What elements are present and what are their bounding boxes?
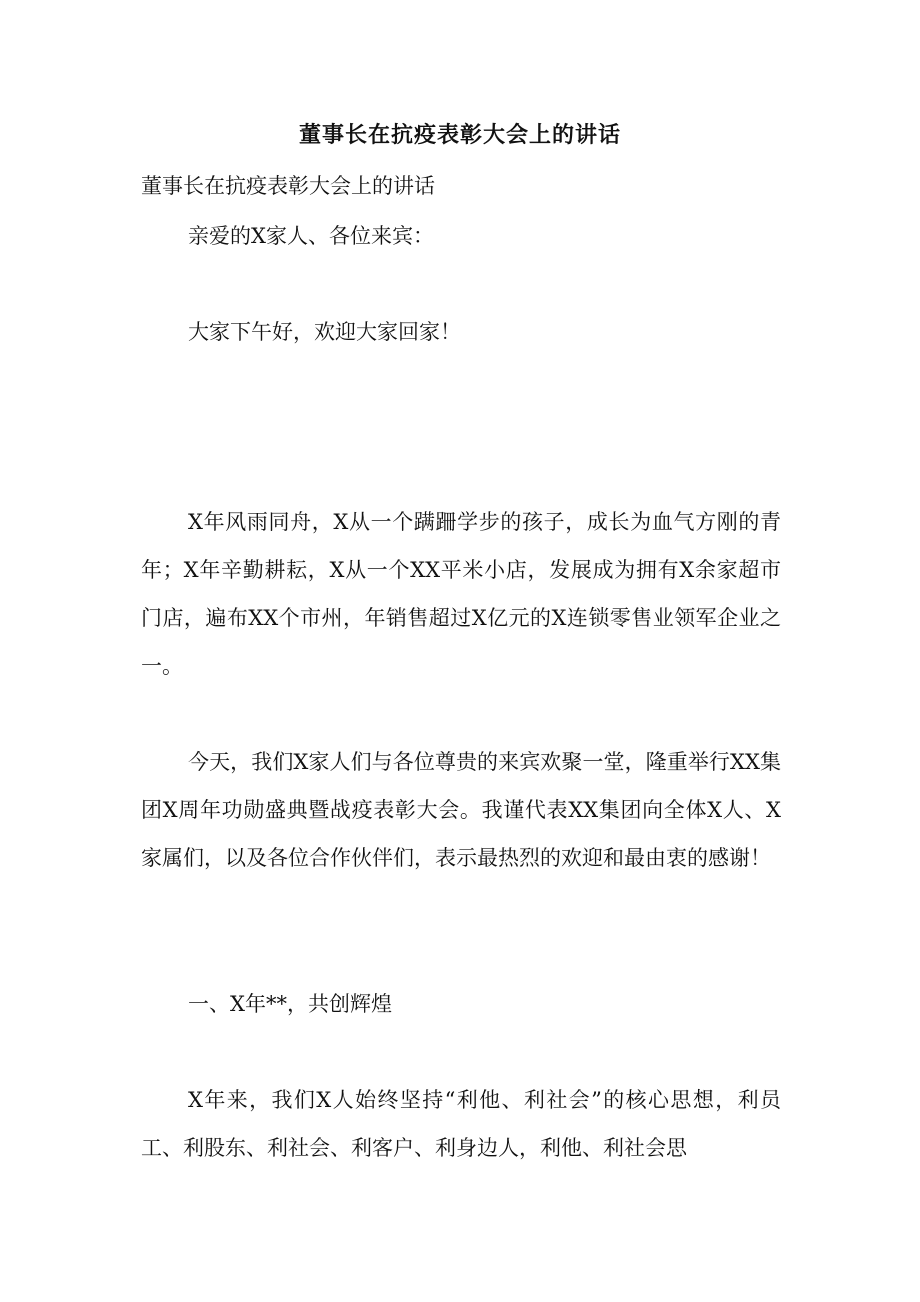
section-heading: 一、X年**，共创辉煌 [188,992,392,1016]
document-subtitle: 董事长在抗疫表彰大会上的讲话 [141,174,435,198]
paragraph-philosophy: X年来，我们X人始终坚持“利他、利社会”的核心思想，利员工、利股东、利社会、利客户、利身边人，利他、利社会思 [141,1088,781,1160]
greeting: 大家下午好，欢迎大家回家！ [188,320,461,344]
paragraph-welcome: 今天，我们X家人们与各位尊贵的来宾欢聚一堂，隆重举行XX集团X周年功勋盛典暨战疫表彰大会。我谨代表XX集团向全体X人、X家属们，以及各位合作伙伴们，表示最热烈的欢迎和最由衷的感谢！ [141,750,781,870]
salutation: 亲爱的X家人、各位来宾： [188,224,434,248]
paragraph-growth: X年风雨同舟，X从一个蹒跚学步的孩子，成长为血气方刚的青年；X年辛勤耕耘，X从一个XX平米小店，发展成为拥有X余家超市门店，遍布XX个市州，年销售超过X亿元的X连锁零售业领军企业之一。 [141,510,781,678]
document-title: 董事长在抗疫表彰大会上的讲话 [298,122,621,148]
